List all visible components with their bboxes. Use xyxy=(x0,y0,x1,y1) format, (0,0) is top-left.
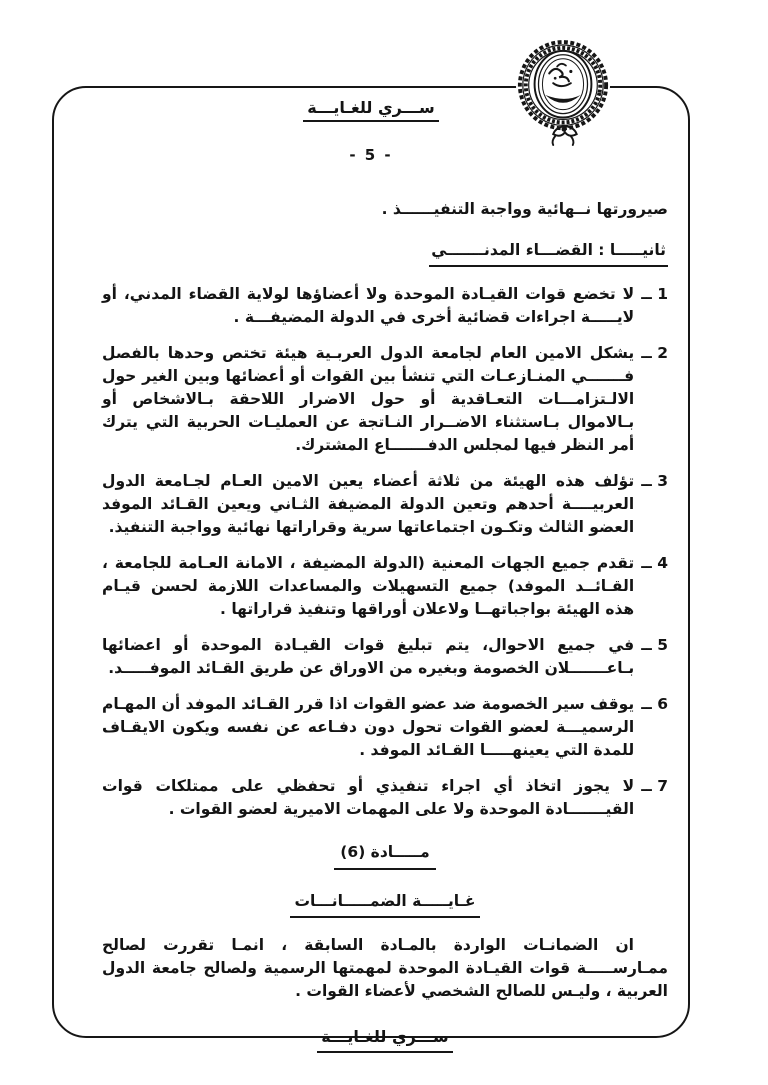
bottom-classification-label: ســـري للغـايـــة xyxy=(317,1025,453,1053)
clause-number: 4 ــ xyxy=(641,554,668,572)
clause-item-2 xyxy=(102,342,668,457)
clause-text: لا يجوز اتخاذ أي اجراء تنفيذي أو تحفظي على ممتلكات قوات القيـــــــادة الموحدة ولا على المهمات الاميرية لعضو القوات . xyxy=(102,777,635,818)
closing-paragraph: ان الضمانـات الواردة بالمـادة السابقة ، انمـا تقررت لصالح ممـارســـــة قوات القيـادة الموحدة لمهمتها الرسمية ولصالح جامعة الدول العربية ، وليـس للصالح الشخصي لأعضاء القوات . xyxy=(102,936,668,1000)
arab-league-emblem-icon xyxy=(514,34,612,152)
clause-number: 1 ــ xyxy=(641,285,668,303)
guarantees-purpose-heading: غـايـــــة الضمـــــانـــات xyxy=(290,890,479,918)
clause-number: 7 ــ xyxy=(641,777,668,795)
clause-text: تقدم جميع الجهات المعنية (الدولة المضيفة ، الامانة العـامة للجامعة ، القـائــد الموفد) جميع التسهيلات والمساعدات اللازمة لحسن قيـام هذه الهيئة بواجباتهــا ولاعلان أوراقها وتنفيذ قراراتها . xyxy=(102,554,635,618)
clause-number: 2 ــ xyxy=(641,344,668,362)
clause-item-7 xyxy=(102,775,668,821)
section-heading-civil-judiciary: ثانيـــــا : القضـــاء المدنـــــــي xyxy=(429,239,668,267)
clause-text: لا تخضع قوات القيـادة الموحدة ولا أعضاؤها لولاية القضاء المدني، أو لايـــــة اجراءات قضائية أخرى في الدولة المضيفـــة . xyxy=(102,285,635,326)
clause-text: في جميع الاحوال، يتم تبليغ قوات القيـادة الموحدة أو اعضائها بـاعـــــــلان الخصومة وبغيره من الاوراق عن طريق القـائد الموفـــــد. xyxy=(102,636,635,677)
clause-item-4 xyxy=(102,552,668,621)
clause-text: تؤلف هذه الهيئة من ثلاثة أعضاء يعين الامين العـام لجـامعة الدول العربيــــة أحدهم وتعين الدولة المضيفة الثـاني ويعين القـائد الموفد العضو الثالث وتكـون اجتماعاتها سرية وقراراتها نهائية وواجبة التنفيذ. xyxy=(102,472,635,536)
clause-item-3 xyxy=(102,470,668,539)
article-6-heading: مـــــادة (6) xyxy=(334,841,435,870)
clause-text: يوقف سير الخصومة ضد عضو القوات اذا قرر القـائد الموفد أن المهـام الرسميـــة لعضو القوات تحول دون دفـاعه عن نفسه ويكون الايقـاف للمدة التي يعينهـــــا القـائد الموفد . xyxy=(102,695,635,759)
clause-text: يشكل الامين العام لجامعة الدول العربـية هيئة تختص وحدها بالفصل فـــــــي المنـازعـات التي تنشأ بين القوات أو أعضائها وبين الغير حول الالـتزامـــات التعـاقدية أو حول الاضرار اللاحقة بـالاشخاص أو بـالاموال بـاستثناء الاضــرار النـاتجة عن العمليـات الحربية التي يترك أمر النظر فيها لمجلس الدفـــــــاع المشترك. xyxy=(102,344,635,454)
clause-item-6 xyxy=(102,693,668,762)
clause-number: 5 ــ xyxy=(641,636,668,654)
clause-number: 6 ــ xyxy=(641,695,668,713)
document-body xyxy=(102,198,668,1053)
intro-paragraph: صيرورتها نــهائية وواجبة التنفيــــــذ . xyxy=(381,200,668,218)
clause-number: 3 ــ xyxy=(641,472,668,490)
clause-item-5 xyxy=(102,634,668,680)
top-classification-label: ســـري للغـايـــة xyxy=(303,98,439,122)
clause-item-1 xyxy=(102,283,668,329)
page-number: - 5 - xyxy=(349,146,393,164)
